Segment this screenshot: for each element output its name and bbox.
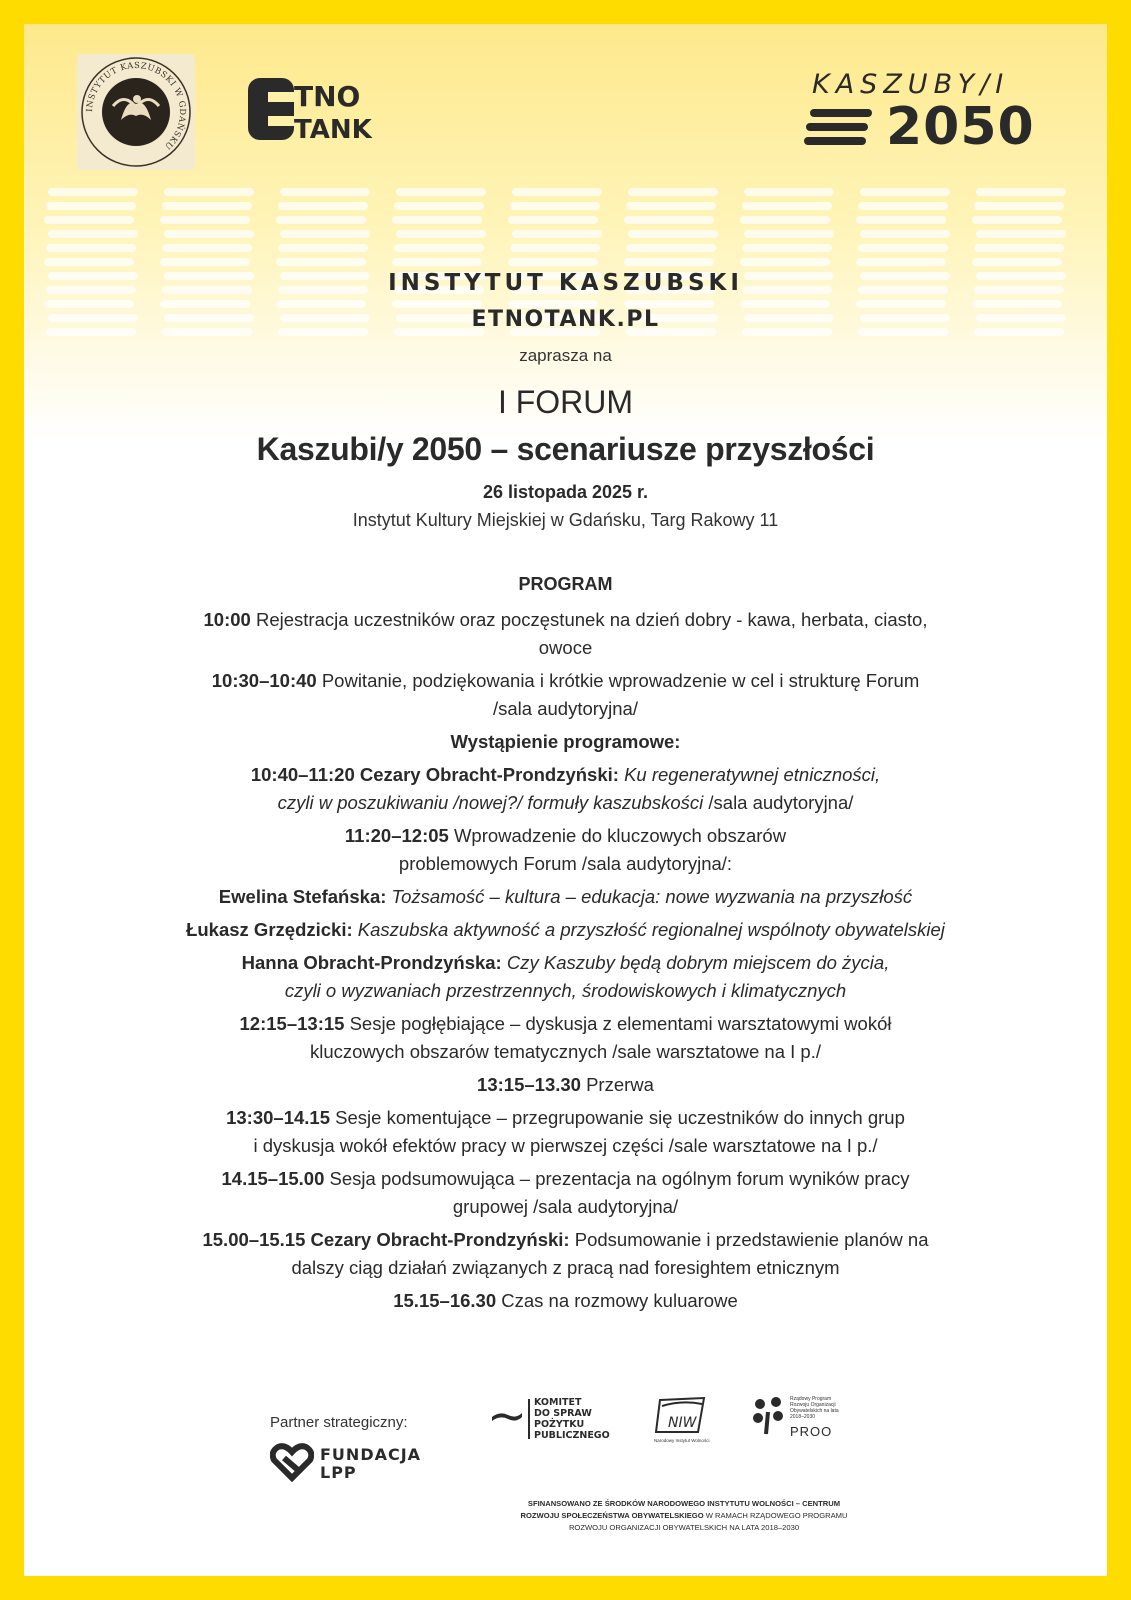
speaker-topic: Czy Kaszuby będą dobrym miejscem do życia, [506, 952, 890, 973]
svg-text:TANK: TANK [294, 115, 372, 145]
item-time: 12:15–13:15 [239, 1013, 345, 1034]
decorative-stripe [508, 258, 598, 266]
decorative-stripe [46, 202, 136, 210]
lpp-line1: FUNDACJA [320, 1445, 422, 1464]
program-item [24, 1071, 1107, 1099]
decorative-stripe [624, 216, 714, 224]
decorative-stripe [48, 188, 138, 196]
forum-label: I FORUM [497, 384, 634, 420]
svg-text:TNO: TNO [294, 80, 361, 113]
svg-text:NIW: NIW [668, 1415, 697, 1431]
decorative-stripe [972, 216, 1062, 224]
lpp-text [320, 1446, 421, 1482]
decorative-stripe [740, 216, 830, 224]
decorative-stripe [280, 188, 370, 196]
item-text-cont: owoce [538, 637, 593, 658]
decorative-stripe [628, 230, 718, 238]
decorative-stripe [976, 188, 1066, 196]
item-text-cont: grupowej /sala audytoryjna/ [452, 1196, 679, 1217]
decorative-stripe [44, 258, 134, 266]
decorative-stripe [512, 230, 602, 238]
decorative-stripe [742, 202, 832, 210]
item-time: 10:40–11:20 [250, 764, 355, 785]
decorative-stripe [972, 258, 1062, 266]
speaker-topic-cont: czyli o wyzwaniach przestrzennych, środowiskowych i klimatycznych [284, 980, 847, 1001]
kdspp-text: KOMITET DO SPRAW POŻYTKU PUBLICZNEGO [534, 1397, 610, 1441]
funding-line1: SFINANSOWANO ZE ŚRODKÓW NARODOWEGO INSTYTUTU WOLNOŚCI – CENTRUM [527, 1499, 841, 1508]
flag-icon [492, 1411, 522, 1425]
decorative-stripe [160, 258, 250, 266]
speaker-item [24, 949, 1107, 1005]
item-text-cont: /sala audytoryjna/ [492, 698, 638, 719]
proo-logo [752, 1396, 848, 1446]
program-item [24, 667, 1107, 723]
item-talk-title: Ku regeneratywnej etniczności, [624, 764, 881, 785]
item-time: 11:20–12:05 [344, 825, 449, 846]
decorative-stripe [394, 244, 484, 252]
partner-label: Partner strategiczny: [270, 1414, 408, 1431]
item-time: 15.00–15.15 [202, 1229, 306, 1250]
speaker-name: Hanna Obracht-Prondzyńska: [241, 952, 502, 973]
decorative-stripe [276, 258, 366, 266]
decorative-stripe [512, 188, 602, 196]
funding-note [494, 1498, 874, 1534]
speaker-topic: Kaszubska aktywność a przyszłość regionalnej wspólnoty obywatelskiej [357, 919, 945, 940]
program-item [24, 606, 1107, 662]
item-text-cont: kluczowych obszarów tematycznych /sale warsztatowe na I p./ [309, 1041, 822, 1062]
organizer-primary: INSTYTUT KASZUBSKI [388, 270, 743, 296]
decorative-stripe [976, 230, 1066, 238]
program-item [24, 1104, 1107, 1160]
item-text: Czas na rozmowy kuluarowe [501, 1290, 738, 1311]
decorative-stripe [278, 244, 368, 252]
item-text: Przerwa [586, 1074, 654, 1095]
decorative-stripe [392, 258, 482, 266]
item-text: Sesja podsumowująca – prezentacja na ogólnym forum wyników pracy [329, 1168, 910, 1189]
niw-subtitle: Narodowy Instytut Wolności [654, 1438, 710, 1443]
seal-emblem-icon [77, 54, 195, 170]
decorative-stripe [396, 188, 486, 196]
program-item [24, 822, 1107, 878]
decorative-stripe [974, 202, 1064, 210]
decorative-stripe [278, 202, 368, 210]
event-venue: Instytut Kultury Miejskiej w Gdańsku, Targ Rakowy 11 [352, 510, 779, 530]
speaker-item [24, 883, 1107, 911]
decorative-stripe [744, 230, 834, 238]
program-item [24, 761, 1107, 817]
decorative-stripe [48, 230, 138, 238]
program-list [24, 606, 1107, 1320]
decorative-stripe [164, 188, 254, 196]
program-item [24, 1287, 1107, 1315]
decorative-stripe [280, 230, 370, 238]
decorative-stripe [744, 188, 834, 196]
etnotank-logo [246, 72, 406, 152]
kaszuby-logo-year: 2050 [886, 97, 1035, 157]
item-text-cont: problemowych Forum /sala audytoryjna/: [398, 853, 733, 874]
item-text: Wprowadzenie do kluczowych obszarów [453, 825, 787, 846]
decorative-stripe [164, 230, 254, 238]
proo-program-text: Rządowy Program Rozwoju Organizacji Obywatelskich na lata 2018–2030 [790, 1396, 839, 1420]
poster [24, 24, 1107, 1576]
speaker-name: Ewelina Stefańska: [218, 886, 387, 907]
fundacja-lpp-logo [270, 1442, 430, 1486]
decorative-stripe [510, 202, 600, 210]
item-talk-title-cont: czyli w poszukiwaniu /nowej?/ formuły kaszubskości [277, 792, 704, 813]
decorative-stripe [858, 244, 948, 252]
item-speaker: Cezary Obracht-Prondzyński: [310, 1229, 570, 1250]
keynote-heading: Wystąpienie programowe: [450, 731, 681, 752]
decorative-stripe [160, 216, 250, 224]
decorative-stripe [392, 216, 482, 224]
item-text: Rejestracja uczestników oraz poczęstunek na dzień dobry - kawa, herbata, ciasto, [255, 609, 928, 630]
decorative-stripe [628, 188, 718, 196]
svg-text:INSTYTUT KASZUBSKI W GDAŃSKU: INSTYTUT KASZUBSKI W GDAŃSKU [83, 59, 189, 152]
decorative-stripe [276, 216, 366, 224]
item-text: Sesje komentujące – przegrupowanie się uczestników do innych grup [335, 1107, 905, 1128]
item-room: /sala audytoryjna/ [708, 792, 854, 813]
item-text-cont: dalszy ciąg działań związanych z pracą nad foresightem etnicznym [291, 1257, 840, 1278]
decorative-stripe [858, 202, 948, 210]
decorative-stripe [626, 202, 716, 210]
funding-line2b: W RAMACH RZĄDOWEGO PROGRAMU [703, 1511, 848, 1520]
item-time: 15.15–16.30 [393, 1290, 497, 1311]
decorative-stripe [508, 216, 598, 224]
program-heading: PROGRAM [518, 574, 613, 594]
decorative-stripe [46, 244, 136, 252]
decorative-stripe [162, 202, 252, 210]
speaker-item [24, 916, 1107, 944]
item-time: 14.15–15.00 [221, 1168, 325, 1189]
niw-emblem-icon [654, 1396, 718, 1436]
organizer-secondary: ETNOTANK.PL [471, 307, 660, 332]
item-time: 10:00 [203, 609, 251, 630]
decorative-stripe [394, 202, 484, 210]
decorative-stripe [856, 216, 946, 224]
instytut-kaszubski-seal-logo [77, 54, 195, 170]
decorative-stripe [740, 258, 830, 266]
proo-name: PROO [790, 1424, 833, 1439]
kaszuby-2050-logo [804, 69, 1044, 169]
program-item [24, 1226, 1107, 1282]
speaker-topic: Tożsamość – kultura – edukacja: nowe wyzwania na przyszłość [391, 886, 913, 907]
decorative-stripe [624, 258, 714, 266]
funding-line3: ROZWOJU ORGANIZACJI OBYWATELSKICH NA LATA 2018–2030 [568, 1523, 800, 1532]
speaker-name: Łukasz Grzędzicki: [186, 919, 353, 940]
item-text-cont: i dyskusja wokół efektów pracy w pierwszej części /sale warsztatowe na I p./ [253, 1135, 878, 1156]
decorative-stripe [44, 216, 134, 224]
decorative-stripe [860, 188, 950, 196]
decorative-stripe [974, 244, 1064, 252]
lpp-line2: LPP [320, 1463, 357, 1482]
funding-line2a: ROZWOJU SPOŁECZEŃSTWA OBYWATELSKIEGO [520, 1511, 704, 1520]
decorative-stripe [626, 244, 716, 252]
event-date: 26 listopada 2025 r. [482, 482, 649, 502]
decorative-stripe [162, 244, 252, 252]
decorative-stripe [742, 244, 832, 252]
program-item [24, 1010, 1107, 1066]
item-text: Sesje pogłębiające – dyskusja z elementami warsztatowymi wokół [349, 1013, 892, 1034]
event-title: Kaszubi/y 2050 – scenariusze przyszłości [256, 431, 875, 467]
proo-flower-icon [752, 1396, 786, 1436]
niw-logo [654, 1396, 718, 1450]
speed-stripes-icon [804, 109, 884, 149]
item-time: 13:15–13.30 [477, 1074, 581, 1095]
item-time: 10:30–10:40 [211, 670, 317, 691]
item-text: Powitanie, podziękowania i krótkie wprowadzenie w cel i strukturę Forum [321, 670, 920, 691]
lpp-heart-icon [270, 1442, 314, 1482]
decorative-stripe [510, 244, 600, 252]
kdspp-logo [492, 1397, 622, 1447]
decorative-stripe [860, 230, 950, 238]
decorative-stripe [856, 258, 946, 266]
decorative-stripe [396, 230, 486, 238]
kaszuby-logo-word: KASZUBY/I [812, 69, 1010, 100]
item-text: Podsumowanie i przedstawienie planów na [574, 1229, 929, 1250]
item-time: 13:30–14.15 [226, 1107, 331, 1128]
invite-text: zaprasza na [519, 346, 612, 365]
item-speaker: Cezary Obracht-Prondzyński: [359, 764, 619, 785]
program-item [24, 1165, 1107, 1221]
